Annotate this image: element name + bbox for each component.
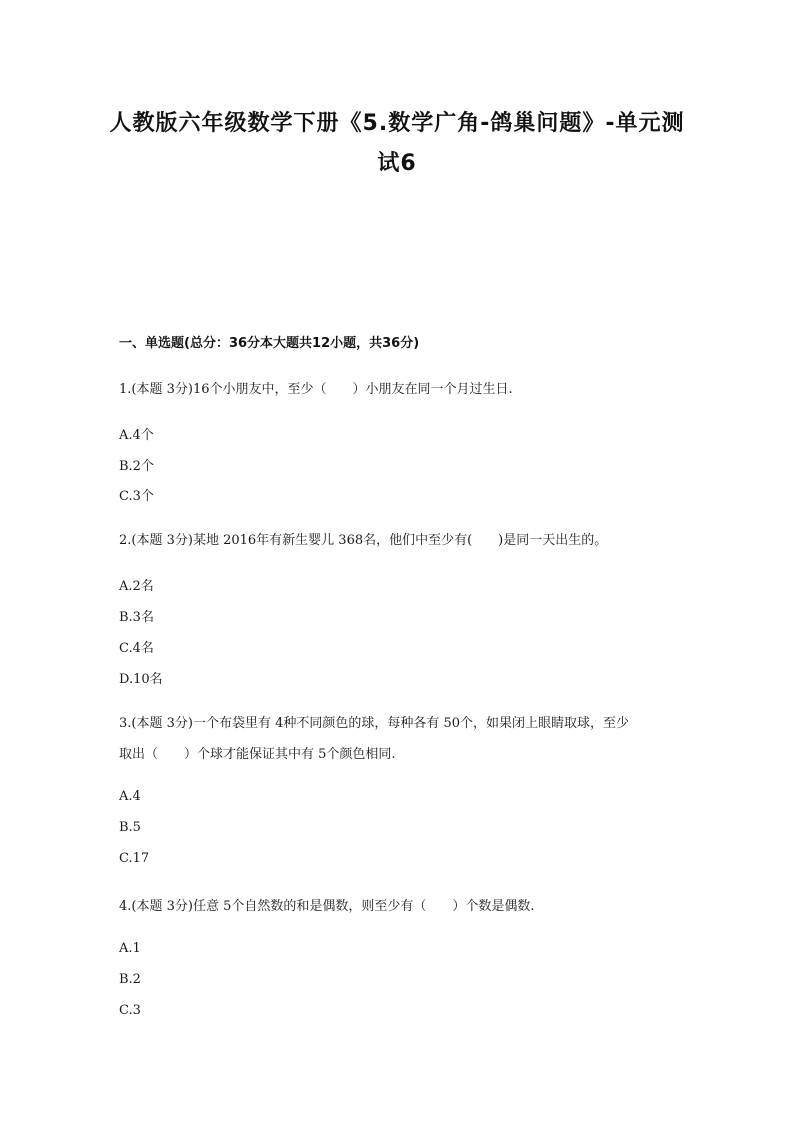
question-4-stem: 4.(本题 3分)任意 5个自然数的和是偶数，则至少有（ ）个数是偶数. <box>119 899 535 914</box>
question-3-option-a: A.4 <box>119 789 141 804</box>
question-3-stem-line-2: 取出（ ）个球才能保证其中有 5个颜色相同. <box>119 747 396 762</box>
question-1-option-b: B.2个 <box>119 459 154 474</box>
section-heading: 一、单选题(总分：36分本大题共12小题，共36分) <box>119 336 420 351</box>
question-2-stem: 2.(本题 3分)某地 2016年有新生婴儿 368名，他们中至少有( )是同一天出生的。 <box>119 533 608 548</box>
question-3-stem-line-1: 3.(本题 3分)一个布袋里有 4种不同颜色的球，每种各有 50个，如果闭上眼睛取球，至少 <box>119 716 630 731</box>
question-1-option-a: A.4个 <box>119 428 154 443</box>
question-1-stem: 1.(本题 3分)16个小朋友中，至少（ ）小朋友在同一个月过生日. <box>119 382 513 397</box>
question-2-option-a: A.2名 <box>119 579 154 594</box>
question-3-option-c: C.17 <box>119 851 150 866</box>
question-3-option-b: B.5 <box>119 820 141 835</box>
question-2-option-b: B.3名 <box>119 610 154 625</box>
question-2-option-c: C.4名 <box>119 641 154 656</box>
document-title-line-2: 试6 <box>377 151 417 176</box>
question-4-option-c: C.3 <box>119 1003 141 1018</box>
question-2-option-d: D.10名 <box>119 672 163 687</box>
question-4-option-b: B.2 <box>119 972 141 987</box>
document-title-line-1: 人教版六年级数学下册《5.数学广角-鸽巢问题》-单元测 <box>109 111 685 136</box>
question-1-option-c: C.3个 <box>119 489 154 504</box>
question-4-option-a: A.1 <box>119 941 141 956</box>
